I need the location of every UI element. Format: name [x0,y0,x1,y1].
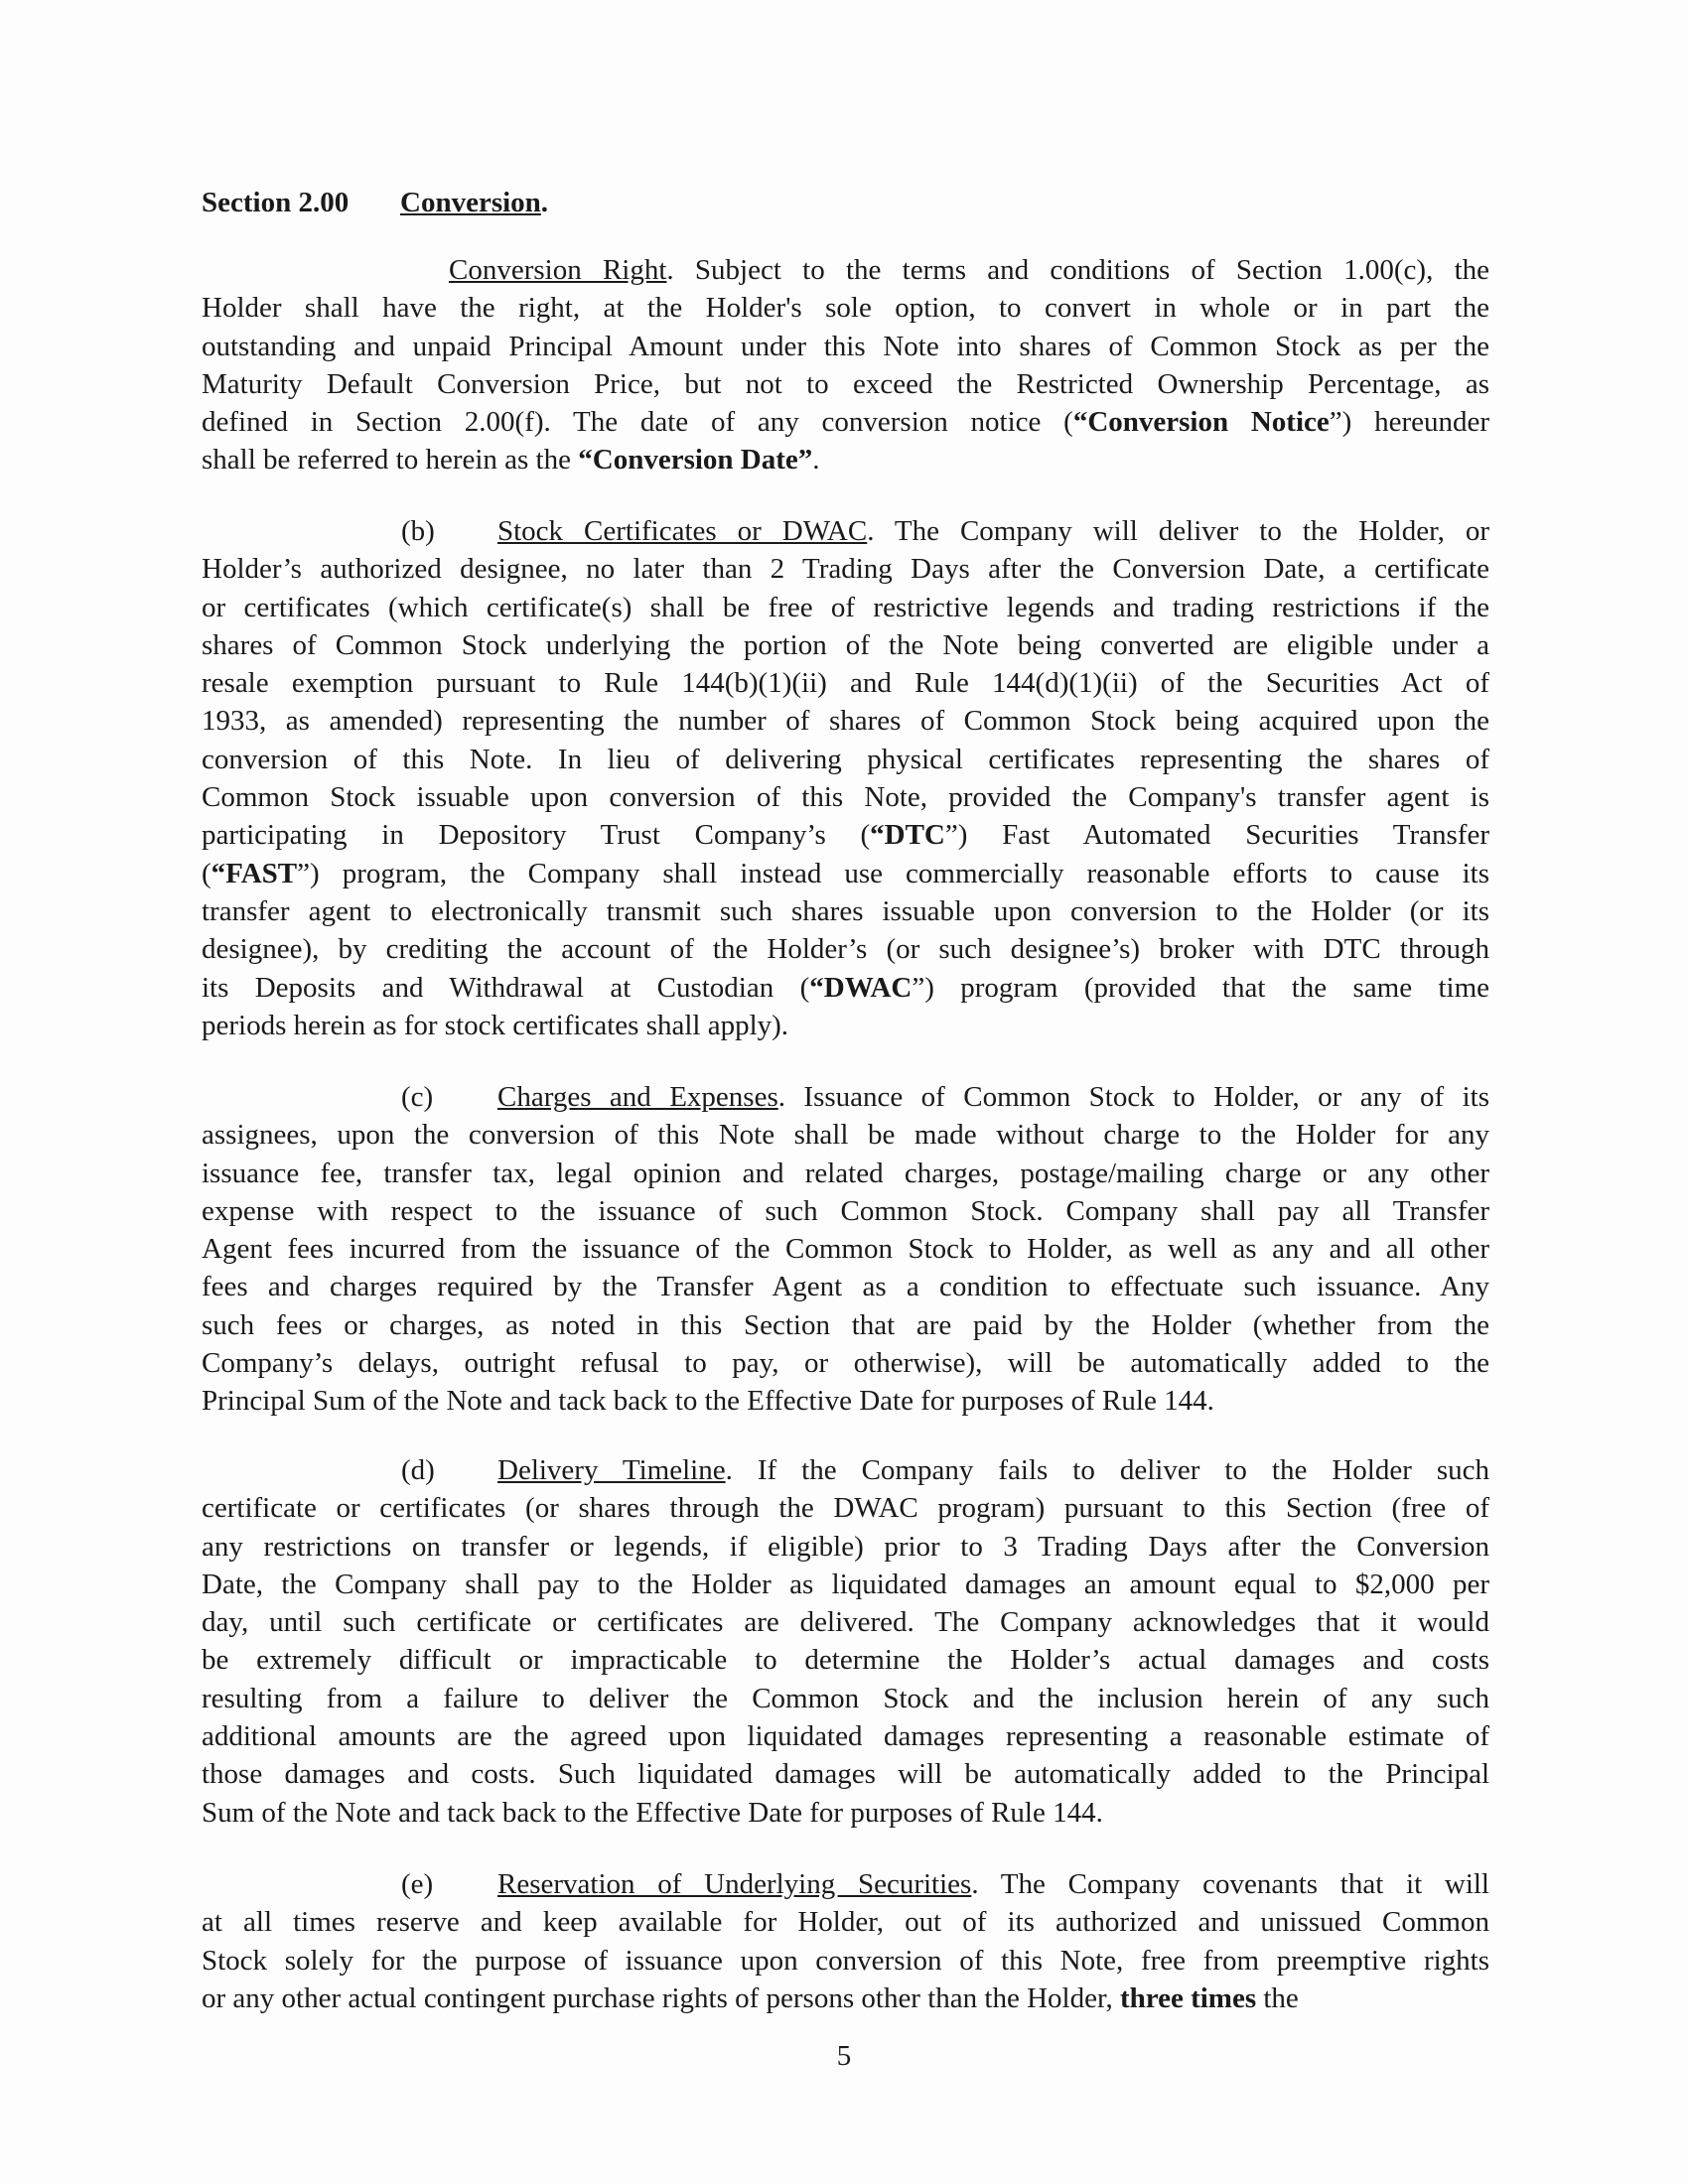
text-run: ( [202,857,211,889]
paragraph-delivery-timeline [202,1451,1489,1832]
text-run: those damages and costs. Such liquidated damages will be automatically added to the Principal [202,1758,1489,1791]
paragraph-charges-and-expenses [202,1078,1489,1421]
text-line [202,1641,1489,1679]
text-line [202,626,1489,664]
paragraph-stock-certificates-or-dwac [202,512,1489,1044]
section-title-wrap [400,187,548,219]
text-line [202,1382,1489,1420]
text-run: or certificates (which certificate(s) shall be free of restrictive legends and trading restrictions if the [202,591,1489,623]
text-run: expense with respect to the issuance of such Common Stock. Company shall pay all Transfer [202,1194,1489,1227]
defined-term: “DTC [870,819,945,852]
text-line [202,1794,1489,1832]
text-line [202,1489,1489,1527]
text-run: participating in Depository Trust Company’s ( [202,819,871,852]
text-line [202,512,1489,550]
text-line [202,1680,1489,1717]
text-line [202,589,1489,626]
page-number: 5 [836,2040,852,2072]
text-line [202,778,1489,816]
text-run: certificate or certificates (or shares through the DWAC program) pursuant to this Section (free of [202,1492,1489,1525]
text-line [202,1942,1489,1979]
text-line [202,741,1489,778]
paragraph-reservation-of-underlying-securities [202,1865,1489,2017]
text-run: resulting from a failure to deliver the Common Stock and the inclusion herein of any such [202,1682,1489,1714]
text-line [202,969,1489,1007]
subsection-title: Conversion Right [449,254,667,286]
text-line [202,892,1489,930]
text-line [202,1306,1489,1344]
text-run: its Deposits and Withdrawal at Custodian ( [202,971,810,1004]
text-line [202,1078,1489,1116]
text-run: such fees or charges, as noted in this Section that are paid by the Holder (whether from the [202,1308,1489,1341]
text-line [202,1903,1489,1941]
section-title: Conversion [400,187,541,218]
text-line [202,251,1489,289]
text-run: defined in Section 2.00(f). The date of any conversion notice ( [202,406,1073,439]
text-run: . [812,444,820,477]
text-run: ”) Fast Automated Securities Transfer [944,819,1489,852]
defined-term: three times [1119,1981,1257,2014]
text-run: shall be referred to herein as the [202,444,579,477]
text-run: Holder shall have the right, at the Holder's sole option, to convert in whole or in part the [202,292,1489,325]
text-line [202,365,1489,403]
subsection-title: Charges and Expenses [497,1081,778,1113]
text-run: Sum of the Note and tack back to the Effective Date for purposes of Rule 144. [202,1796,1103,1829]
text-line [202,403,1489,441]
text-line [202,328,1489,365]
text-run: outstanding and unpaid Principal Amount under this Note into shares of Common Stock as per the [202,330,1489,362]
text-line [202,550,1489,588]
text-run: any restrictions on transfer or legends, if eligible) prior to 3 Trading Days after the Conversion [202,1530,1489,1563]
text-line [202,1116,1489,1154]
text-run: Maturity Default Conversion Price, but not to exceed the Restricted Ownership Percentage, as [202,367,1489,400]
subsection-title: Stock Certificates or DWAC [497,515,868,547]
text-line [202,1528,1489,1566]
text-line [202,816,1489,854]
text-run: day, until such certificate or certificates are delivered. The Company acknowledges that it would [202,1606,1489,1639]
text-run: shares of Common Stock underlying the portion of the Note being converted are eligible under a [202,628,1489,661]
text-line [202,1230,1489,1268]
text-run: the [1256,1981,1299,2014]
text-line [202,664,1489,702]
text-run: Agent fees incurred from the issuance of the Common Stock to Holder, as well as any and all other [202,1233,1489,1266]
text-line [202,289,1489,327]
text-line [202,1603,1489,1641]
text-line [202,441,1489,478]
text-run: Common Stock issuable upon conversion of this Note, provided the Company's transfer agent is [202,781,1489,814]
subsection-title: Reservation of Underlying Securities [497,1868,972,1900]
text-run: resale exemption pursuant to Rule 144(b)(1)(ii) and Rule 144(d)(1)(ii) of the Securities Act of [202,667,1489,700]
section-number: Section 2.00 [202,187,350,218]
text-line [202,930,1489,968]
text-run: designee), by crediting the account of the Holder’s (or such designee’s) broker with DTC through [202,933,1489,966]
text-run: be extremely difficult or impracticable to determine the Holder’s actual damages and costs [202,1644,1489,1677]
text-run: or any other actual contingent purchase rights of persons other than the Holder, [202,1981,1120,2014]
text-run: 1933, as amended) representing the number of shares of Common Stock being acquired upon the [202,705,1489,738]
defined-term: “Conversion Date” [578,444,813,477]
subsection-label: (d) [401,1454,435,1486]
text-line [202,855,1489,892]
defined-term: “DWAC [809,971,913,1004]
subsection-label: (b) [401,515,435,547]
text-line [202,702,1489,740]
text-run: conversion of this Note. In lieu of delivering physical certificates representing the shares of [202,743,1489,775]
paragraph-conversion-right [202,251,1489,479]
text-run: Principal Sum of the Note and tack back to the Effective Date for purposes of Rule 144. [202,1385,1214,1418]
text-run: transfer agent to electronically transmit such shares issuable upon conversion to the Holder (or its [202,894,1489,927]
defined-term: “Conversion Notice [1072,406,1330,439]
text-line [202,1566,1489,1603]
subsection-title: Delivery Timeline [497,1454,726,1486]
text-run: . The Company covenants that it will [971,1868,1489,1900]
text-line [202,1755,1489,1793]
text-run: . If the Company fails to deliver to the Holder such [725,1454,1490,1486]
text-run: ”) hereunder [1329,406,1490,439]
text-run: . Issuance of Common Stock to Holder, or any of its [777,1081,1489,1113]
text-run: periods herein as for stock certificates shall apply). [202,1009,789,1041]
text-run: issuance fee, transfer tax, legal opinion and related charges, postage/mailing charge or any other [202,1157,1489,1189]
text-run: assignees, upon the conversion of this Note shall be made without charge to the Holder for any [202,1119,1489,1152]
text-line [202,1344,1489,1382]
text-line [202,1192,1489,1230]
text-run: at all times reserve and keep available for Holder, out of its authorized and unissued Common [202,1906,1489,1939]
text-line [202,1979,1489,2017]
text-run: . Subject to the terms and conditions of Section 1.00(c), the [666,254,1490,286]
text-line [202,1865,1489,1903]
text-line [202,1717,1489,1755]
text-run: Holder’s authorized designee, no later than 2 Trading Days after the Conversion Date, a certificate [202,553,1489,586]
text-line [202,1451,1489,1489]
text-run: Stock solely for the purpose of issuance upon conversion of this Note, free from preemptive rights [202,1944,1489,1977]
subsection-label: (e) [401,1868,434,1900]
section-title-punct: . [540,187,549,218]
subsection-label: (c) [401,1081,434,1113]
text-run: Date, the Company shall pay to the Holder as liquidated damages an amount equal to $2,000 per [202,1568,1489,1600]
text-run: . The Company will deliver to the Holder, or [867,515,1489,547]
text-run: Company’s delays, outright refusal to pay, or otherwise), will be automatically added to the [202,1347,1489,1380]
text-line [202,1268,1489,1305]
text-run: ”) program (provided that the same time [912,971,1489,1004]
defined-term: “FAST [211,857,298,889]
text-run: ”) program, the Company shall instead use commercially reasonable efforts to cause its [297,857,1489,889]
text-run: fees and charges required by the Transfer Agent as a condition to effectuate such issuance. Any [202,1271,1489,1303]
text-run: additional amounts are the agreed upon liquidated damages representing a reasonable estimate of [202,1720,1489,1753]
text-line [202,1007,1489,1044]
text-line [202,1155,1489,1192]
section-heading [202,187,549,219]
